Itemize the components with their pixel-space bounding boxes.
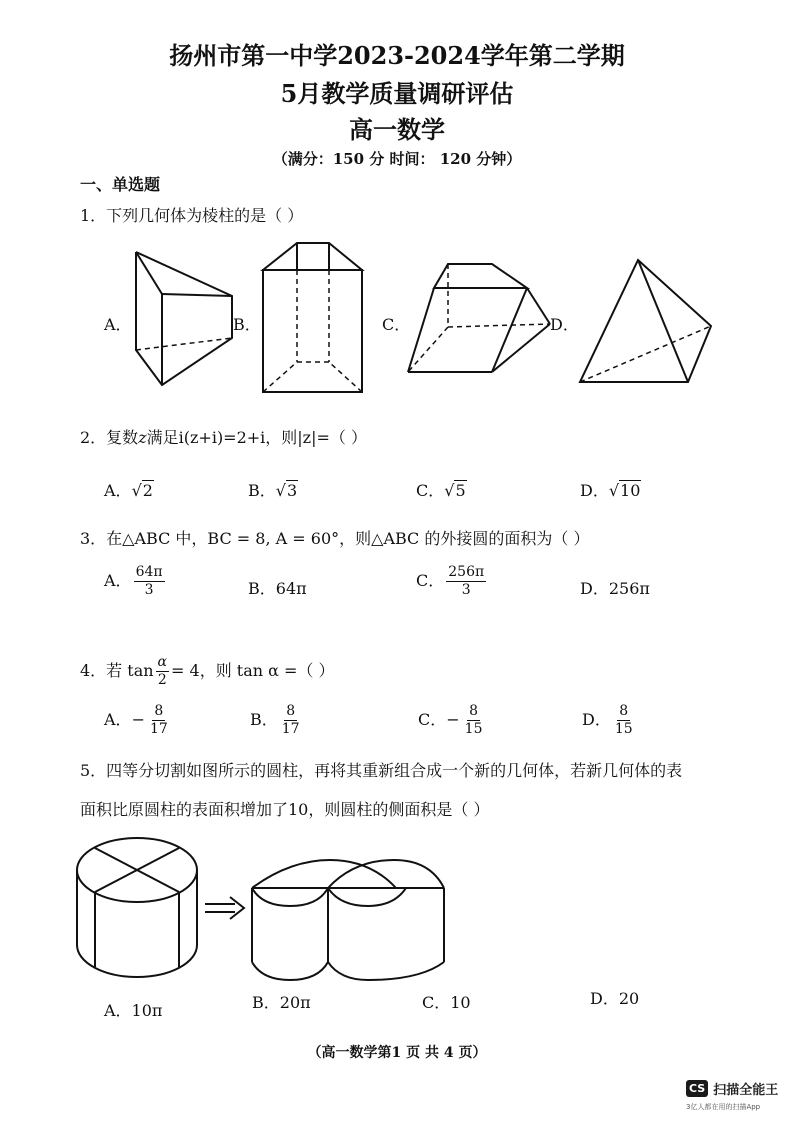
subject-title: 高一数学 (349, 115, 445, 144)
question-3: 3．在△ABC 中，BC = 8, A = 60°，则△ABC 的外接圆的面积为（ ） (80, 529, 590, 548)
arrow-icon (205, 897, 244, 919)
q1-option-b-label: B． (233, 315, 261, 334)
exam-info: （满分：150 分 时间： 120 分钟） (272, 150, 522, 168)
q3-option-d: D．256π (580, 579, 650, 598)
watermark-brand: 扫描全能王 (713, 1083, 779, 1098)
q4-option-b: B． $\frac{8}{17}$ (250, 703, 300, 737)
q5-option-c: C．10 (422, 993, 471, 1012)
q3-option-c: C． $\frac{256\pi}{3}$ (416, 564, 485, 598)
q4-option-a: A．− $\frac{8}{17}$ (104, 703, 168, 737)
q2-option-d: D．√10 (580, 481, 641, 500)
q3-option-b: B．64π (248, 579, 307, 598)
section-heading: 一、单选题 (80, 175, 161, 194)
cs-logo-icon: CS (686, 1080, 708, 1097)
recombined-solid-figure (252, 860, 444, 980)
question-1: 1．下列几何体为棱柱的是（ ） (80, 206, 304, 225)
exam-subtitle: 5月教学质量调研评估 (280, 79, 514, 108)
cylinder-figure (77, 838, 197, 977)
q3-option-a: A． $\frac{64\pi}{3}$ (104, 564, 163, 598)
question-4: 4．若 tan $\frac{\alpha}{2}$ = 4，则 tan α =（ ） (80, 654, 335, 688)
question-5-line-2: 面积比原圆柱的表面积增加了10，则圆柱的侧面积是（ ） (80, 800, 490, 819)
page-footer: （高一数学第1 页 共 4 页） (307, 1045, 487, 1061)
q1-option-d-label: D． (550, 315, 579, 334)
q5-option-a: A．10π (104, 1001, 163, 1020)
q4-option-d: D． $\frac{8}{15}$ (582, 703, 633, 737)
q2-option-c: C．√5 (416, 481, 466, 500)
q4-option-c: C．− $\frac{8}{15}$ (418, 703, 483, 737)
question-5-line-1: 5．四等分切割如图所示的圆柱，再将其重新组合成一个新的几何体，若新几何体的表 (80, 761, 683, 780)
scanner-watermark (686, 1078, 778, 1098)
q2-option-b: B．√3 (248, 481, 298, 500)
question-2: 2．复数z满足i(z+i)=2+i，则|z|=（ ） (80, 428, 367, 447)
q5-option-b: B．20π (252, 993, 311, 1012)
q1-option-a-label: A． (104, 315, 132, 334)
q5-option-d: D．20 (590, 989, 640, 1008)
watermark-subtitle: 3亿人都在用的扫描App (686, 1103, 761, 1111)
q2-option-a: A．√2 (104, 481, 153, 500)
exam-title: 扬州市第一中学2023-2024学年第二学期 (169, 41, 625, 70)
q1-option-c-label: C． (382, 315, 411, 334)
